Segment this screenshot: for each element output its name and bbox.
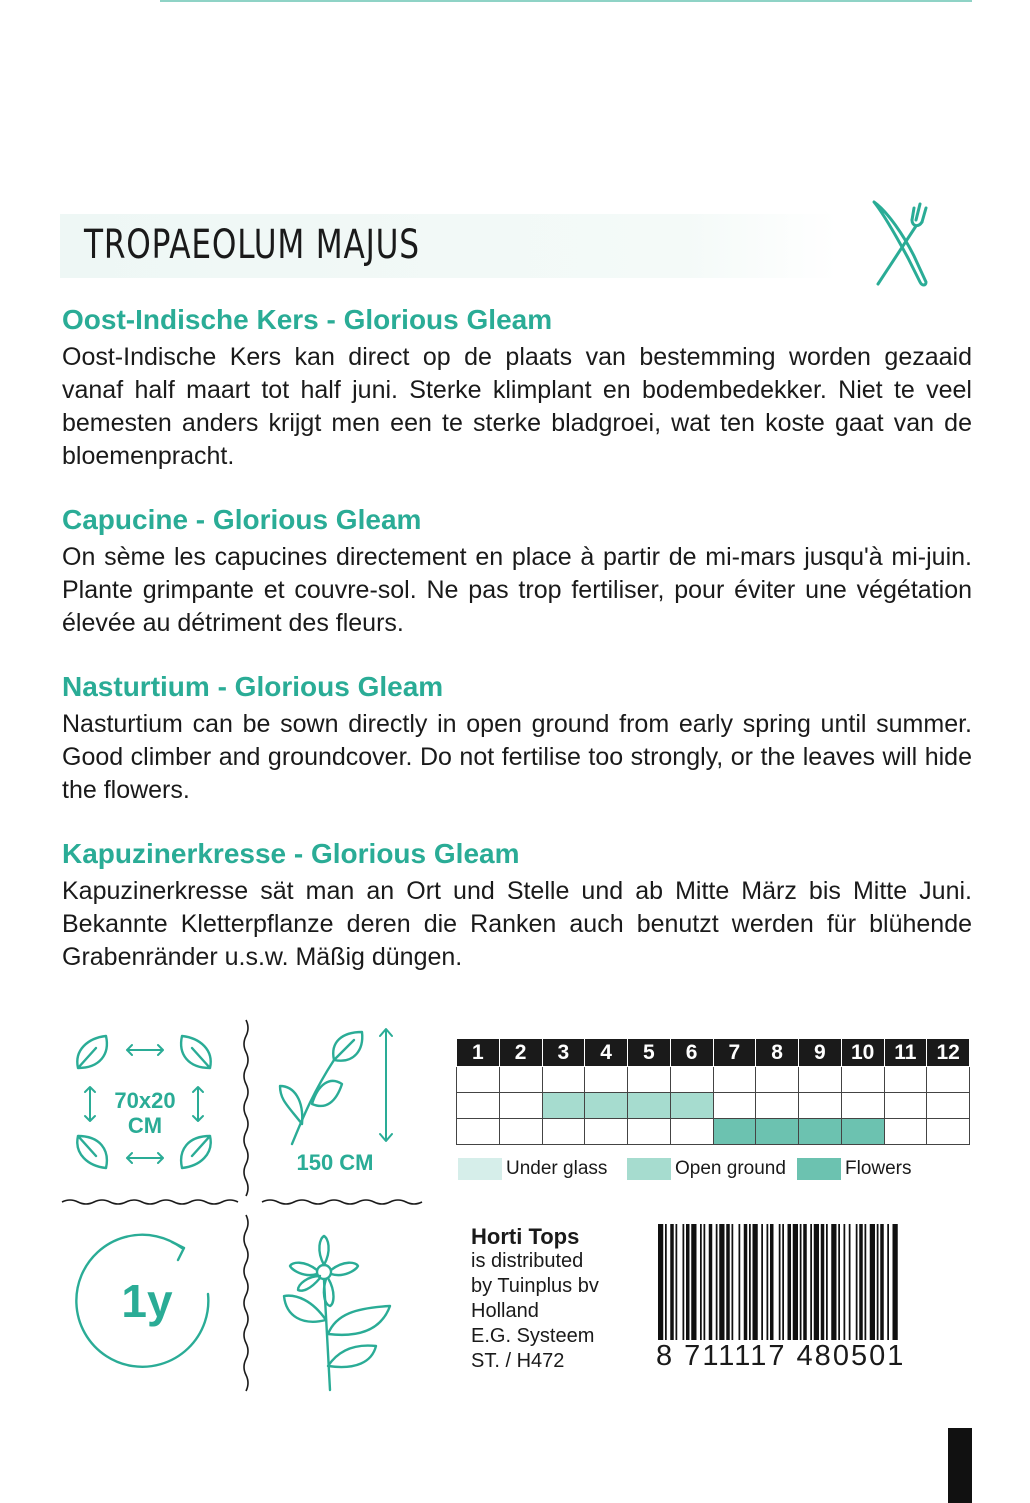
legend-label-flowers: Flowers (845, 1158, 912, 1179)
distributor-info (471, 1224, 599, 1374)
calendar-cell (670, 1067, 713, 1093)
distributor-line: E.G. Systeem (471, 1325, 595, 1347)
month-header-12: 12 (927, 1039, 970, 1067)
calendar-row-under-glass (457, 1067, 970, 1093)
calendar-row-open-ground (457, 1093, 970, 1119)
calendar-cell (884, 1119, 927, 1145)
calendar-cell (628, 1119, 671, 1145)
section-text-english: Nasturtium can be sown directly in open ground from early spring until summer. Good climber and groundcover. Do not fertilise too strongly, or the leaves will hide the flowers. (62, 710, 972, 804)
calendar-cell (457, 1119, 500, 1145)
distributor-line: by Tuinplus bv (471, 1275, 599, 1297)
calendar-cell (628, 1093, 671, 1119)
plant-height-icon (272, 1024, 402, 1154)
section-text-german: Kapuzinerkresse sät man an Ort und Stelle und ab Mitte März bis Mitte Juni. Bekannte Kletterpflanze deren die Ranken auch benutzt werden für blühende Grabenränder u.s.w. Mäßig düngen. (62, 877, 972, 971)
month-header-7: 7 (713, 1039, 756, 1067)
calendar-row-flowers (457, 1119, 970, 1145)
barcode-number: 8 711117 480501 (656, 1340, 906, 1372)
month-header-8: 8 (756, 1039, 799, 1067)
month-header-3: 3 (542, 1039, 585, 1067)
calendar-cell (841, 1119, 884, 1145)
month-header-11: 11 (884, 1039, 927, 1067)
calendar-cell (713, 1119, 756, 1145)
month-header-1: 1 (457, 1039, 500, 1067)
legend-label-under-glass: Under glass (506, 1158, 608, 1179)
calendar-cell (542, 1093, 585, 1119)
month-header-2: 2 (499, 1039, 542, 1067)
section-title-english: Nasturtium - Glorious Gleam (62, 671, 444, 702)
calendar-cell (457, 1067, 500, 1093)
month-header-9: 9 (799, 1039, 842, 1067)
calendar-cell (585, 1093, 628, 1119)
flower-icon (276, 1234, 406, 1394)
distributor-line: is distributed (471, 1250, 584, 1272)
month-header-4: 4 (585, 1039, 628, 1067)
legend-under-glass (458, 1156, 607, 1182)
legend-label-open-ground: Open ground (675, 1158, 786, 1179)
calendar-cell (927, 1119, 970, 1145)
legend-swatch-under-glass (458, 1158, 502, 1180)
spacing-label-line1: 70x20 (114, 1088, 176, 1113)
legend-swatch-flowers (797, 1158, 841, 1180)
calendar-cell (756, 1119, 799, 1145)
calendar-cell (499, 1093, 542, 1119)
calendar-cell (585, 1067, 628, 1093)
black-marker-bar (948, 1428, 972, 1503)
month-header-10: 10 (841, 1039, 884, 1067)
calendar-cell (841, 1067, 884, 1093)
spacing-label-line2: CM (127, 1113, 163, 1138)
calendar-cell (670, 1119, 713, 1145)
calendar-cell (927, 1067, 970, 1093)
section-text-dutch: Oost-Indische Kers kan direct op de plaats van bestemming worden gezaaid vanaf half maart tot half juni. Sterke klimplant en bodembedekker. Niet te veel bemesten anders krijgt men een te sterke bladgroei, wat ten koste gaat van de bloemenpracht. (62, 343, 972, 470)
lifecycle-label: 1y (121, 1275, 173, 1327)
plant-height-label: 150 CM (296, 1150, 374, 1175)
calendar-cell (713, 1093, 756, 1119)
legend-swatch-open-ground (627, 1158, 671, 1180)
calendar-cell (799, 1093, 842, 1119)
latin-name: TROPAEOLUM MAJUS (84, 222, 420, 268)
calendar-cell (542, 1119, 585, 1145)
calendar-cell (585, 1119, 628, 1145)
section-text-french: On sème les capucines directement en place à partir de mi-mars jusqu'à mi-juin. Plante grimpante et couvre-sol. Ne pas trop fertiliser, pour éviter une végétation élevée au détriment des fleurs. (62, 543, 972, 637)
calendar-cell (499, 1067, 542, 1093)
calendar-cell (841, 1093, 884, 1119)
distributor-line: ST. / H472 (471, 1350, 565, 1372)
month-header-6: 6 (670, 1039, 713, 1067)
calendar-cell (756, 1067, 799, 1093)
calendar-cell (884, 1093, 927, 1119)
calendar-cell (542, 1067, 585, 1093)
legend-open-ground (627, 1156, 786, 1182)
distributor-line: Holland (471, 1300, 539, 1322)
calendar-cell (927, 1093, 970, 1119)
calendar-cell (670, 1093, 713, 1119)
calendar-cell (628, 1067, 671, 1093)
section-title-french: Capucine - Glorious Gleam (62, 504, 422, 535)
calendar-cell (457, 1093, 500, 1119)
distributor-brand: Horti Tops (471, 1224, 580, 1249)
section-title-dutch: Oost-Indische Kers - Glorious Gleam (62, 304, 553, 335)
calendar-cell (799, 1067, 842, 1093)
top-divider-line (160, 0, 972, 2)
calendar-table (456, 1038, 970, 1145)
calendar-cell (799, 1119, 842, 1145)
calendar-cell (756, 1093, 799, 1119)
calendar-cell (884, 1067, 927, 1093)
calendar-cell (499, 1119, 542, 1145)
calendar-cell (713, 1067, 756, 1093)
cutlery-icon (868, 198, 932, 290)
month-header-5: 5 (628, 1039, 671, 1067)
legend-flowers (797, 1156, 912, 1182)
sowing-calendar (456, 1038, 970, 1145)
calendar-month-header (457, 1039, 970, 1067)
section-title-german: Kapuzinerkresse - Glorious Gleam (62, 838, 520, 869)
